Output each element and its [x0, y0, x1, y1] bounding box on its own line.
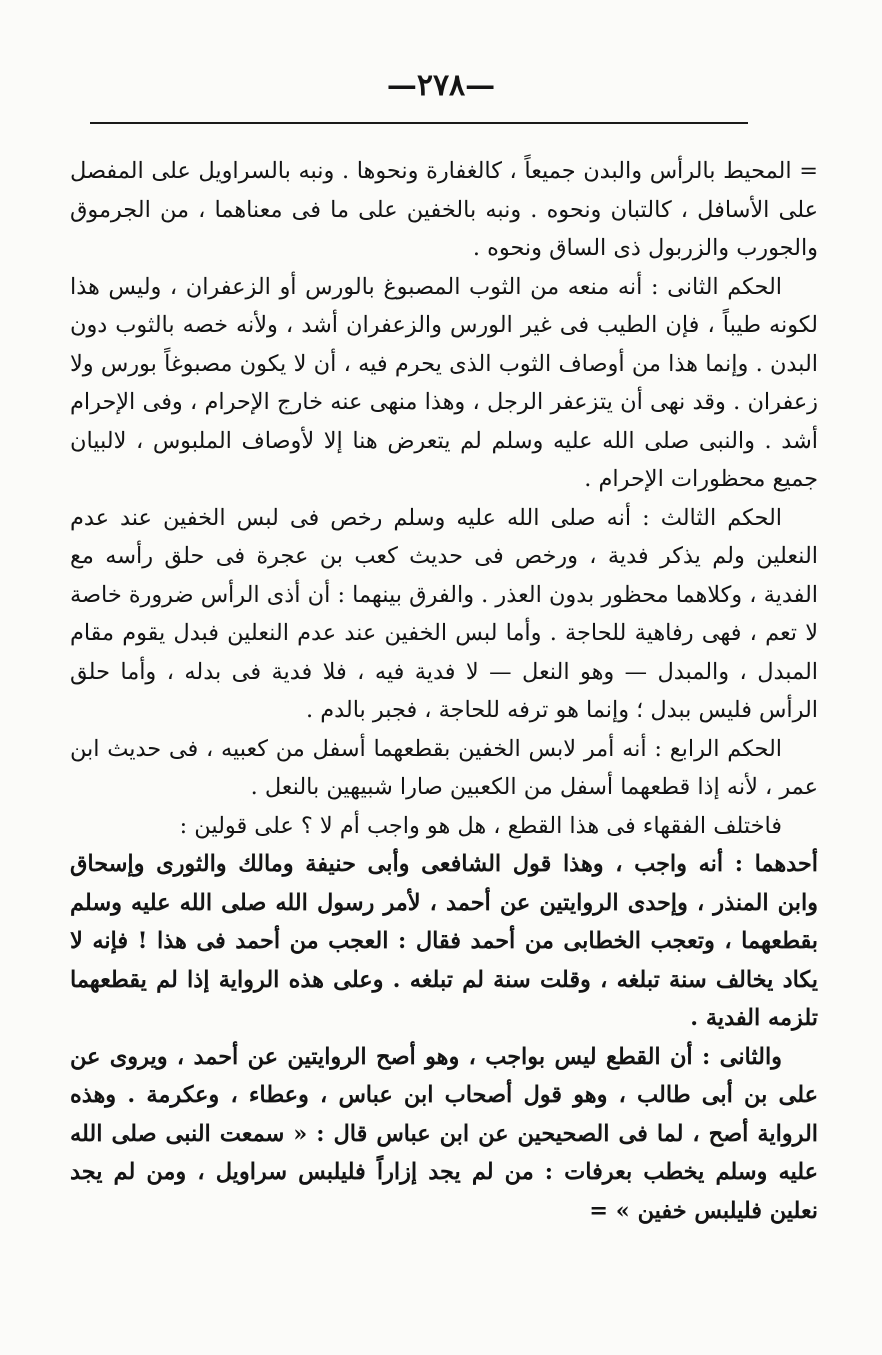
- paragraph-ruling-3: الحكم الثالث : أنه صلى الله عليه وسلم رخص فى لبس الخفين عند عدم النعلين ولم يذكر فدية ، ورخص فى حديث كعب بن عجرة فى حلق رأسه مع الفدية ، وكلاهما محظور بدون العذر . والفرق بينهما : أن أذى الرأس ضرورة خاصة لا تعم ، فهى رفاهية للحاجة . وأما لبس الخفين عند عدم النعلين فبدل يقوم مقام المبدل ، والمبدل — وهو النعل — لا فدية فيه ، فلا فدية فى بدله ، وأما حلق الرأس فليس ببدل ؛ وإنما هو ترفه للحاجة ، فجبر بالدم .: [70, 504, 818, 723]
- paragraph-ruling-2: الحكم الثانى : أنه منعه من الثوب المصبوغ بالورس أو الزعفران ، وليس هذا لكونه طيباً ، فإن الطيب فى غير الورس والزعفران أشد ، ولأنه خصه بالثوب دون البدن . وإنما هذا من أوصاف الثوب الذى يحرم فيه ، أن لا يكون مصبوغاً بورس ولا زعفران . وقد نهى أن يتزعفر الرجل ، وهذا منهى عنه خارج الإحرام ، وفى الإحرام أشد . والنبى صلى الله عليه وسلم لم يتعرض هنا إلا لأوصاف الملبوس ، لالبيان جميع محظورات الإحرام .: [70, 273, 818, 492]
- header-rule: [90, 122, 748, 124]
- paragraph-ruling-4: الحكم الرابع : أنه أمر لابس الخفين بقطعهما أسفل من كعبيه ، فى حديث ابن عمر ، لأنه إذا قطعهما أسفل من الكعبين صارا شبيهين بالنعل .: [70, 735, 818, 800]
- page-number: —٢٧٨—: [386, 68, 496, 103]
- paragraph-first-opinion: أحدهما : أنه واجب ، وهذا قول الشافعى وأبى حنيفة ومالك والثورى وإسحاق وابن المنذر ، وإحدى الروايتين عن أحمد ، لأمر رسول الله صلى الله عليه وسلم بقطعهما ، وتعجب الخطابى من أحمد فقال : العجب من أحمد فى هذا ! فإنه لا يكاد يخالف سنة تبلغه ، وقلت سنة لم تبلغه . وعلى هذه الرواية إذا لم يقطعهما تلزمه الفدية .: [70, 851, 818, 1031]
- paragraph-continuation: = المحيط بالرأس والبدن جميعاً ، كالغفارة ونحوها . ونبه بالسراويل على المفصل على الأسافل ، كالتبان ونحوه . ونبه بالخفين على ما فى معناهما ، من الجرموق والجورب والزربول ذى الساق ونحوه .: [70, 158, 818, 261]
- paragraph-second-opinion: والثانى : أن القطع ليس بواجب ، وهو أصح الروايتين عن أحمد ، ويروى عن على بن أبى طالب ، وهو قول أصحاب ابن عباس ، وعطاء ، وعكرمة . وهذه الرواية أصح ، لما فى الصحيحين عن ابن عباس قال : « سمعت النبى صلى الله عليه وسلم يخطب بعرفات : من لم يجد إزاراً فليلبس سراويل ، ومن لم يجد نعلين فليلبس خفين » =: [70, 1043, 818, 1224]
- body-text: [70, 152, 818, 1327]
- paragraph-disagreement: فاختلف الفقهاء فى هذا القطع ، هل هو واجب أم لا ؟ على قولين :: [179, 812, 782, 839]
